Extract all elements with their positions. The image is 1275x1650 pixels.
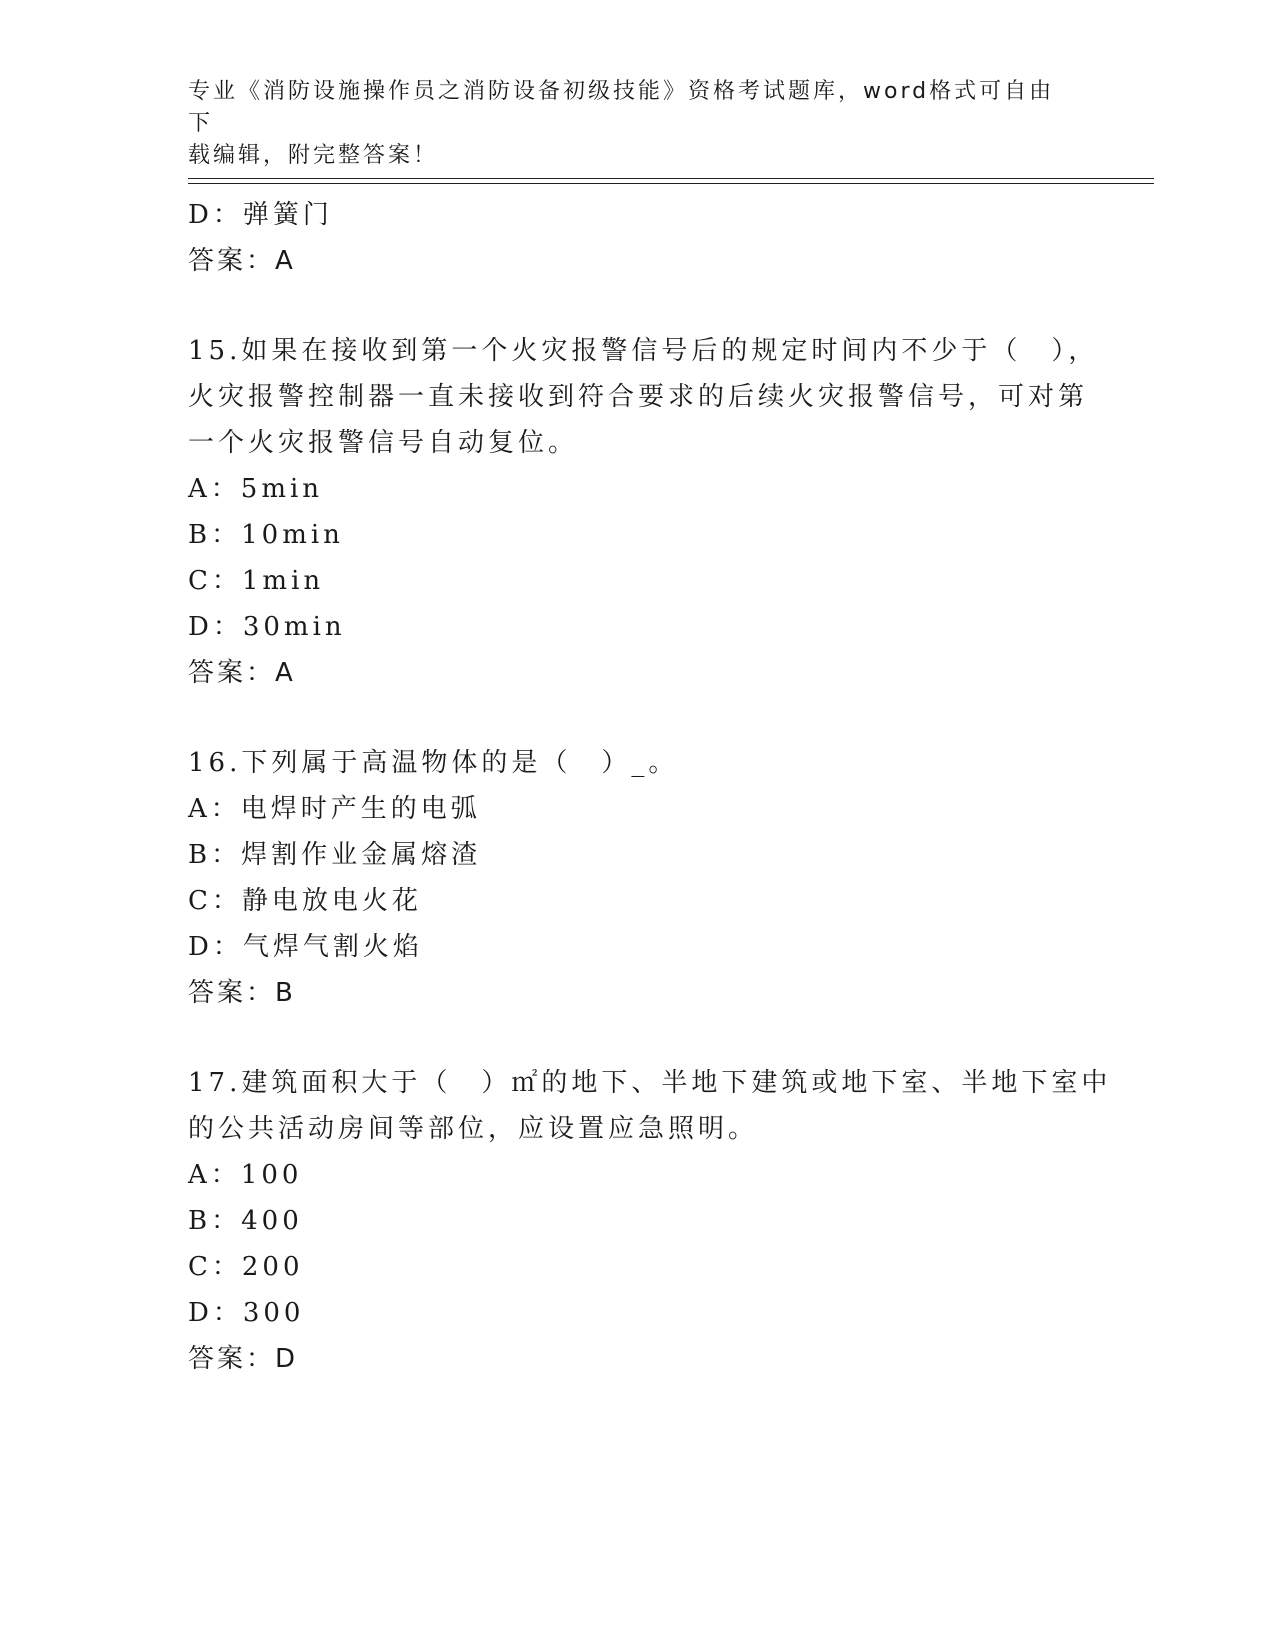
- option-a: A：5min: [188, 474, 324, 504]
- option-c: C：1min: [188, 566, 325, 596]
- header-rule-bottom: [188, 183, 1154, 184]
- option-d: D：弹簧门: [188, 200, 333, 230]
- option-d: D：30min: [188, 612, 346, 642]
- option-b: B：400: [188, 1206, 303, 1236]
- question-stem-line: 的公共活动房间等部位，应设置应急照明。: [188, 1114, 759, 1144]
- header-line-1: 专业《消防设施操作员之消防设备初级技能》资格考试题库，word格式可自由下: [188, 79, 1055, 136]
- answer-line: 答案：A: [188, 658, 296, 688]
- question-stem-line: 一个火灾报警信号自动复位。: [188, 428, 579, 458]
- option-b: B：焊割作业金属熔渣: [188, 840, 482, 870]
- document-header: [188, 76, 1068, 172]
- option-d: D：气焊气割火焰: [188, 932, 423, 962]
- answer-line: 答案：A: [188, 246, 296, 276]
- question-15: [188, 328, 1099, 696]
- question-16: [188, 740, 1088, 1016]
- option-a: A：电焊时产生的电弧: [188, 794, 481, 824]
- option-d: D：300: [188, 1298, 305, 1328]
- question-stem-line: 17.建筑面积大于（ ）㎡的地下、半地下建筑或地下室、半地下室中: [188, 1068, 1112, 1098]
- answer-line: 答案：D: [188, 1344, 299, 1374]
- question-17: [188, 1060, 1112, 1382]
- question-stem-line: 15.如果在接收到第一个火灾报警信号后的规定时间内不少于（ ），: [188, 336, 1099, 366]
- option-b: B：10min: [188, 520, 344, 550]
- option-a: A：100: [188, 1160, 303, 1190]
- answer-line: 答案：B: [188, 978, 296, 1008]
- option-c: C：200: [188, 1252, 304, 1282]
- question-stem-line: 16.下列属于高温物体的是（ ）_。: [188, 748, 679, 778]
- option-c: C：静电放电火花: [188, 886, 422, 916]
- header-rule-top: [188, 178, 1154, 179]
- question-content: [188, 192, 1112, 1382]
- question-stem-line: 火灾报警控制器一直未接收到符合要求的后续火灾报警信号，可对第: [188, 382, 1089, 412]
- header-line-2: 载编辑，附完整答案！: [188, 143, 439, 168]
